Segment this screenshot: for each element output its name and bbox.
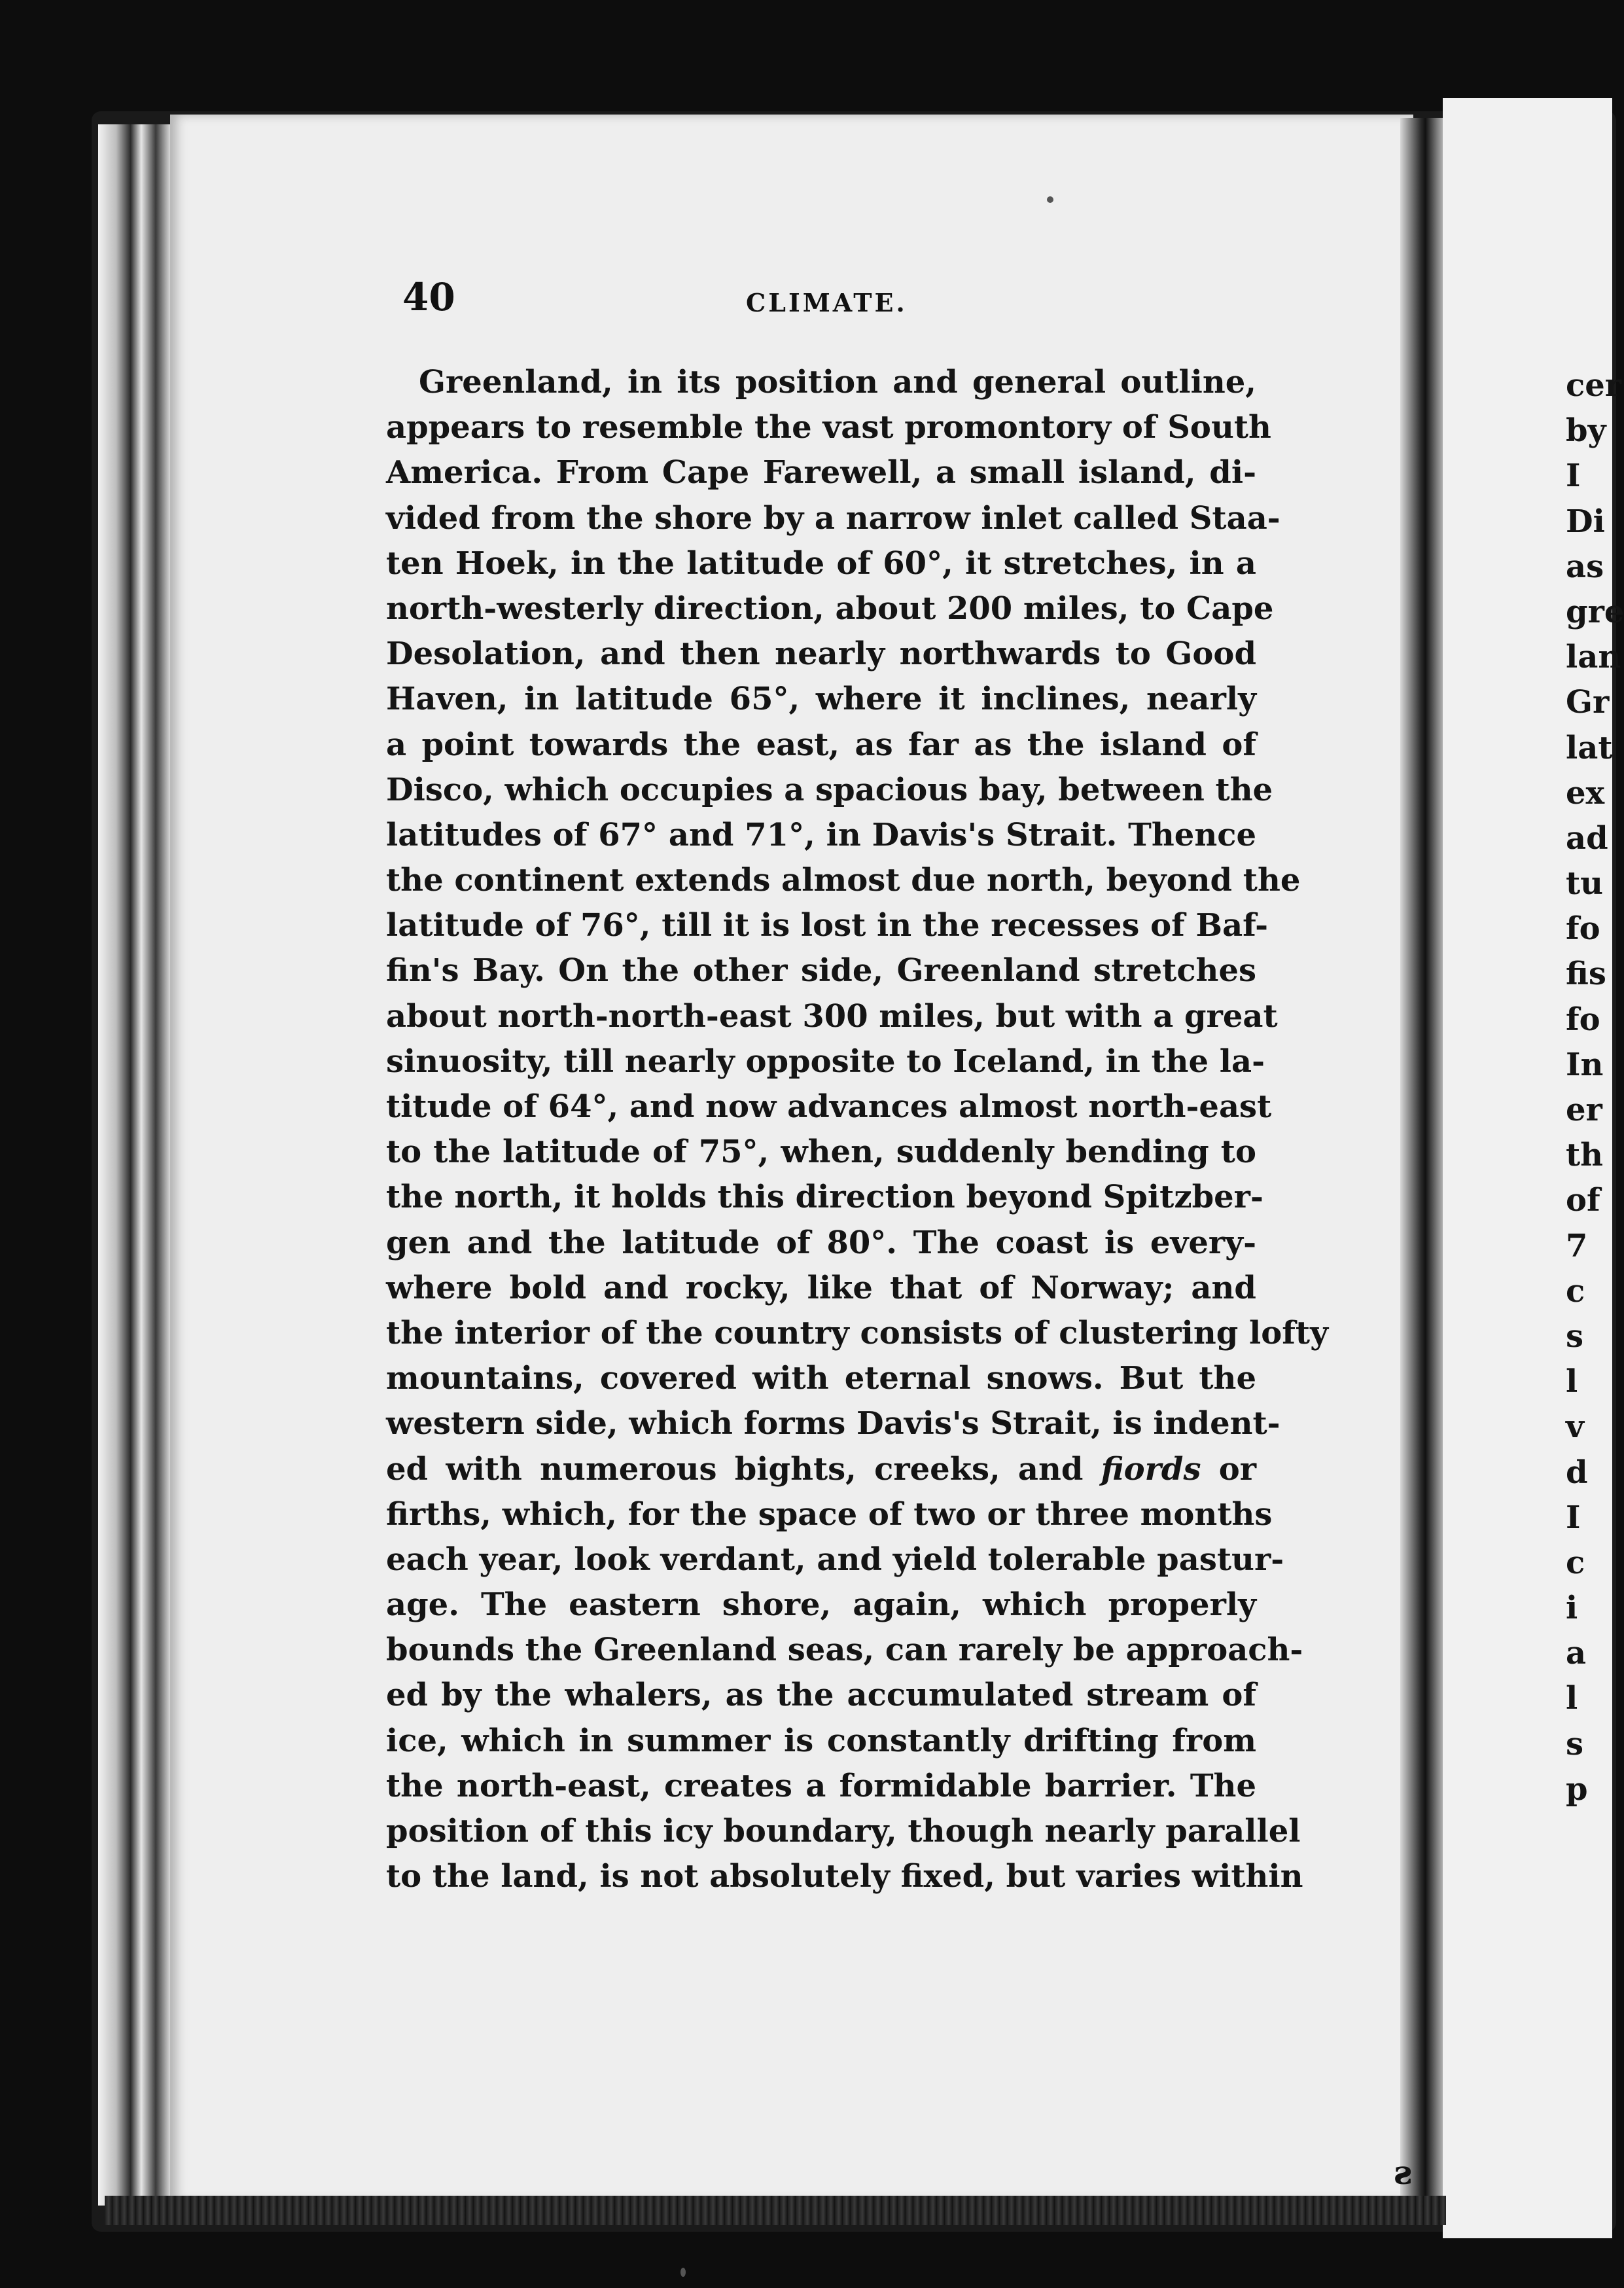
text-line: titude of 64°, and now advances almost north-east [386, 1088, 1272, 1125]
text-line: western side, which forms Davis's Strait, is indent- [386, 1405, 1280, 1442]
text-line: sinuosity, till nearly opposite to Iceland, in the la- [386, 1043, 1265, 1080]
next-page-fragment: In [1566, 1046, 1604, 1083]
text-line: Disco, which occupies a spacious bay, between the [386, 771, 1273, 808]
text-line: north-westerly direction, about 200 miles, to Cape [386, 590, 1274, 627]
text-line: Haven, in latitude 65°, where it inclines, nearly [386, 681, 1256, 718]
next-page-fragment: Gr [1566, 684, 1610, 721]
next-page-fragment: gre [1566, 593, 1624, 630]
text-line: ed by the whalers, as the accumulated stream of [386, 1677, 1256, 1714]
text-line: the north, it holds this direction beyond Spitzber- [386, 1179, 1263, 1216]
next-page-fragment: fo [1566, 1001, 1600, 1038]
text-line: appears to resemble the vast promontory of South [386, 409, 1271, 446]
text-line: each year, look verdant, and yield tolerable pastur- [386, 1541, 1284, 1578]
text-line: firths, which, for the space of two or three months [386, 1495, 1273, 1533]
text-line: gen and the latitude of 80°. The coast is every- [386, 1224, 1256, 1261]
text-line: America. From Cape Farewell, a small island, di- [386, 454, 1256, 492]
next-page-text-fragments [1566, 363, 1624, 1812]
text-line: to the land, is not absolutely fixed, but varies within [386, 1858, 1303, 1895]
next-page-fragment: I [1566, 457, 1581, 495]
next-page-fragment: c [1566, 1544, 1585, 1581]
text-line: position of this icy boundary, though nearly parallel [386, 1813, 1301, 1850]
next-page-fragment: i [1566, 1590, 1578, 1627]
next-page-fragment: d [1566, 1454, 1588, 1491]
next-page-fragment: as [1566, 548, 1604, 585]
book-spine-edge [98, 124, 170, 2206]
text-line: Greenland, in its position and general outline, [419, 364, 1256, 401]
text-line: latitude of 76°, till it is lost in the recesses of Baf- [386, 907, 1269, 944]
dust-speck [1047, 196, 1053, 203]
text-line: the north-east, creates a formidable barrier. The [386, 1767, 1256, 1804]
next-page-fragment: ex [1566, 774, 1605, 812]
next-page-fragment: l [1566, 1363, 1578, 1401]
next-page-fragment: cer [1566, 367, 1622, 404]
next-page-fragment: ad [1566, 819, 1608, 857]
next-page-fragment: c [1566, 1272, 1585, 1310]
next-page-fragment: tu [1566, 865, 1604, 903]
text-line: ice, which in summer is constantly drifting from [386, 1722, 1256, 1759]
next-page-fragment: 7 [1566, 1227, 1588, 1264]
page-number: 40 [402, 275, 455, 319]
text-line: the interior of the country consists of clustering lofty [386, 1314, 1328, 1351]
next-page-fragment: Di [1566, 503, 1605, 540]
next-page-fragment: lan [1566, 639, 1621, 676]
next-page-fragment: fis [1566, 956, 1606, 993]
next-page-fragment: fo [1566, 910, 1600, 948]
text-line: vided from the shore by a narrow inlet called Staa- [386, 499, 1280, 537]
text-line: to the latitude of 75°, when, suddenly bending to [386, 1134, 1256, 1171]
text-line: ed with numerous bights, creeks, and fiords or [386, 1450, 1257, 1488]
text-line: Desolation, and then nearly northwards to Good [386, 635, 1256, 673]
text-line: the continent extends almost due north, beyond the [386, 862, 1301, 899]
next-page-fragment: th [1566, 1137, 1604, 1174]
text-line: bounds the Greenland seas, can rarely be approach- [386, 1632, 1303, 1669]
next-page-fragment: p [1566, 1770, 1588, 1808]
next-page-fragment: of [1566, 1182, 1600, 1219]
text-line: about north-north-east 300 miles, but with a great [386, 997, 1278, 1035]
text-line: mountains, covered with eternal snows. But the [386, 1360, 1256, 1397]
page-bottom-edge [105, 2196, 1446, 2225]
next-page-fragment: v [1566, 1408, 1584, 1446]
next-page-fragment: l [1566, 1680, 1578, 1717]
dust-speck [680, 2268, 686, 2277]
text-line: fin's Bay. On the other side, Greenland stretches [386, 952, 1256, 990]
next-page-fragment: lat [1566, 729, 1613, 766]
text-line: latitudes of 67° and 71°, in Davis's Strait. Thence [386, 816, 1256, 853]
text-line: where bold and rocky, like that of Norway; and [386, 1269, 1256, 1306]
next-page-fragment: a [1566, 1635, 1587, 1672]
text-line: age. The eastern shore, again, which properly [386, 1586, 1256, 1624]
next-page-fragment: s [1566, 1317, 1584, 1355]
text-line: ten Hoek, in the latitude of 60°, it stretches, in a [386, 545, 1256, 582]
gutter-shadow [1400, 118, 1446, 2199]
next-page-fragment: er [1566, 1092, 1602, 1128]
text-line: a point towards the east, as far as the island of [386, 726, 1256, 763]
running-head: CLIMATE. [746, 288, 908, 317]
next-page-fragment: s [1566, 1725, 1584, 1762]
body-paragraph [386, 360, 1328, 1899]
next-page-fragment: I [1566, 1499, 1581, 1536]
next-page-fragment: by [1566, 412, 1606, 450]
signature-mark: ƨ [1394, 2153, 1413, 2192]
